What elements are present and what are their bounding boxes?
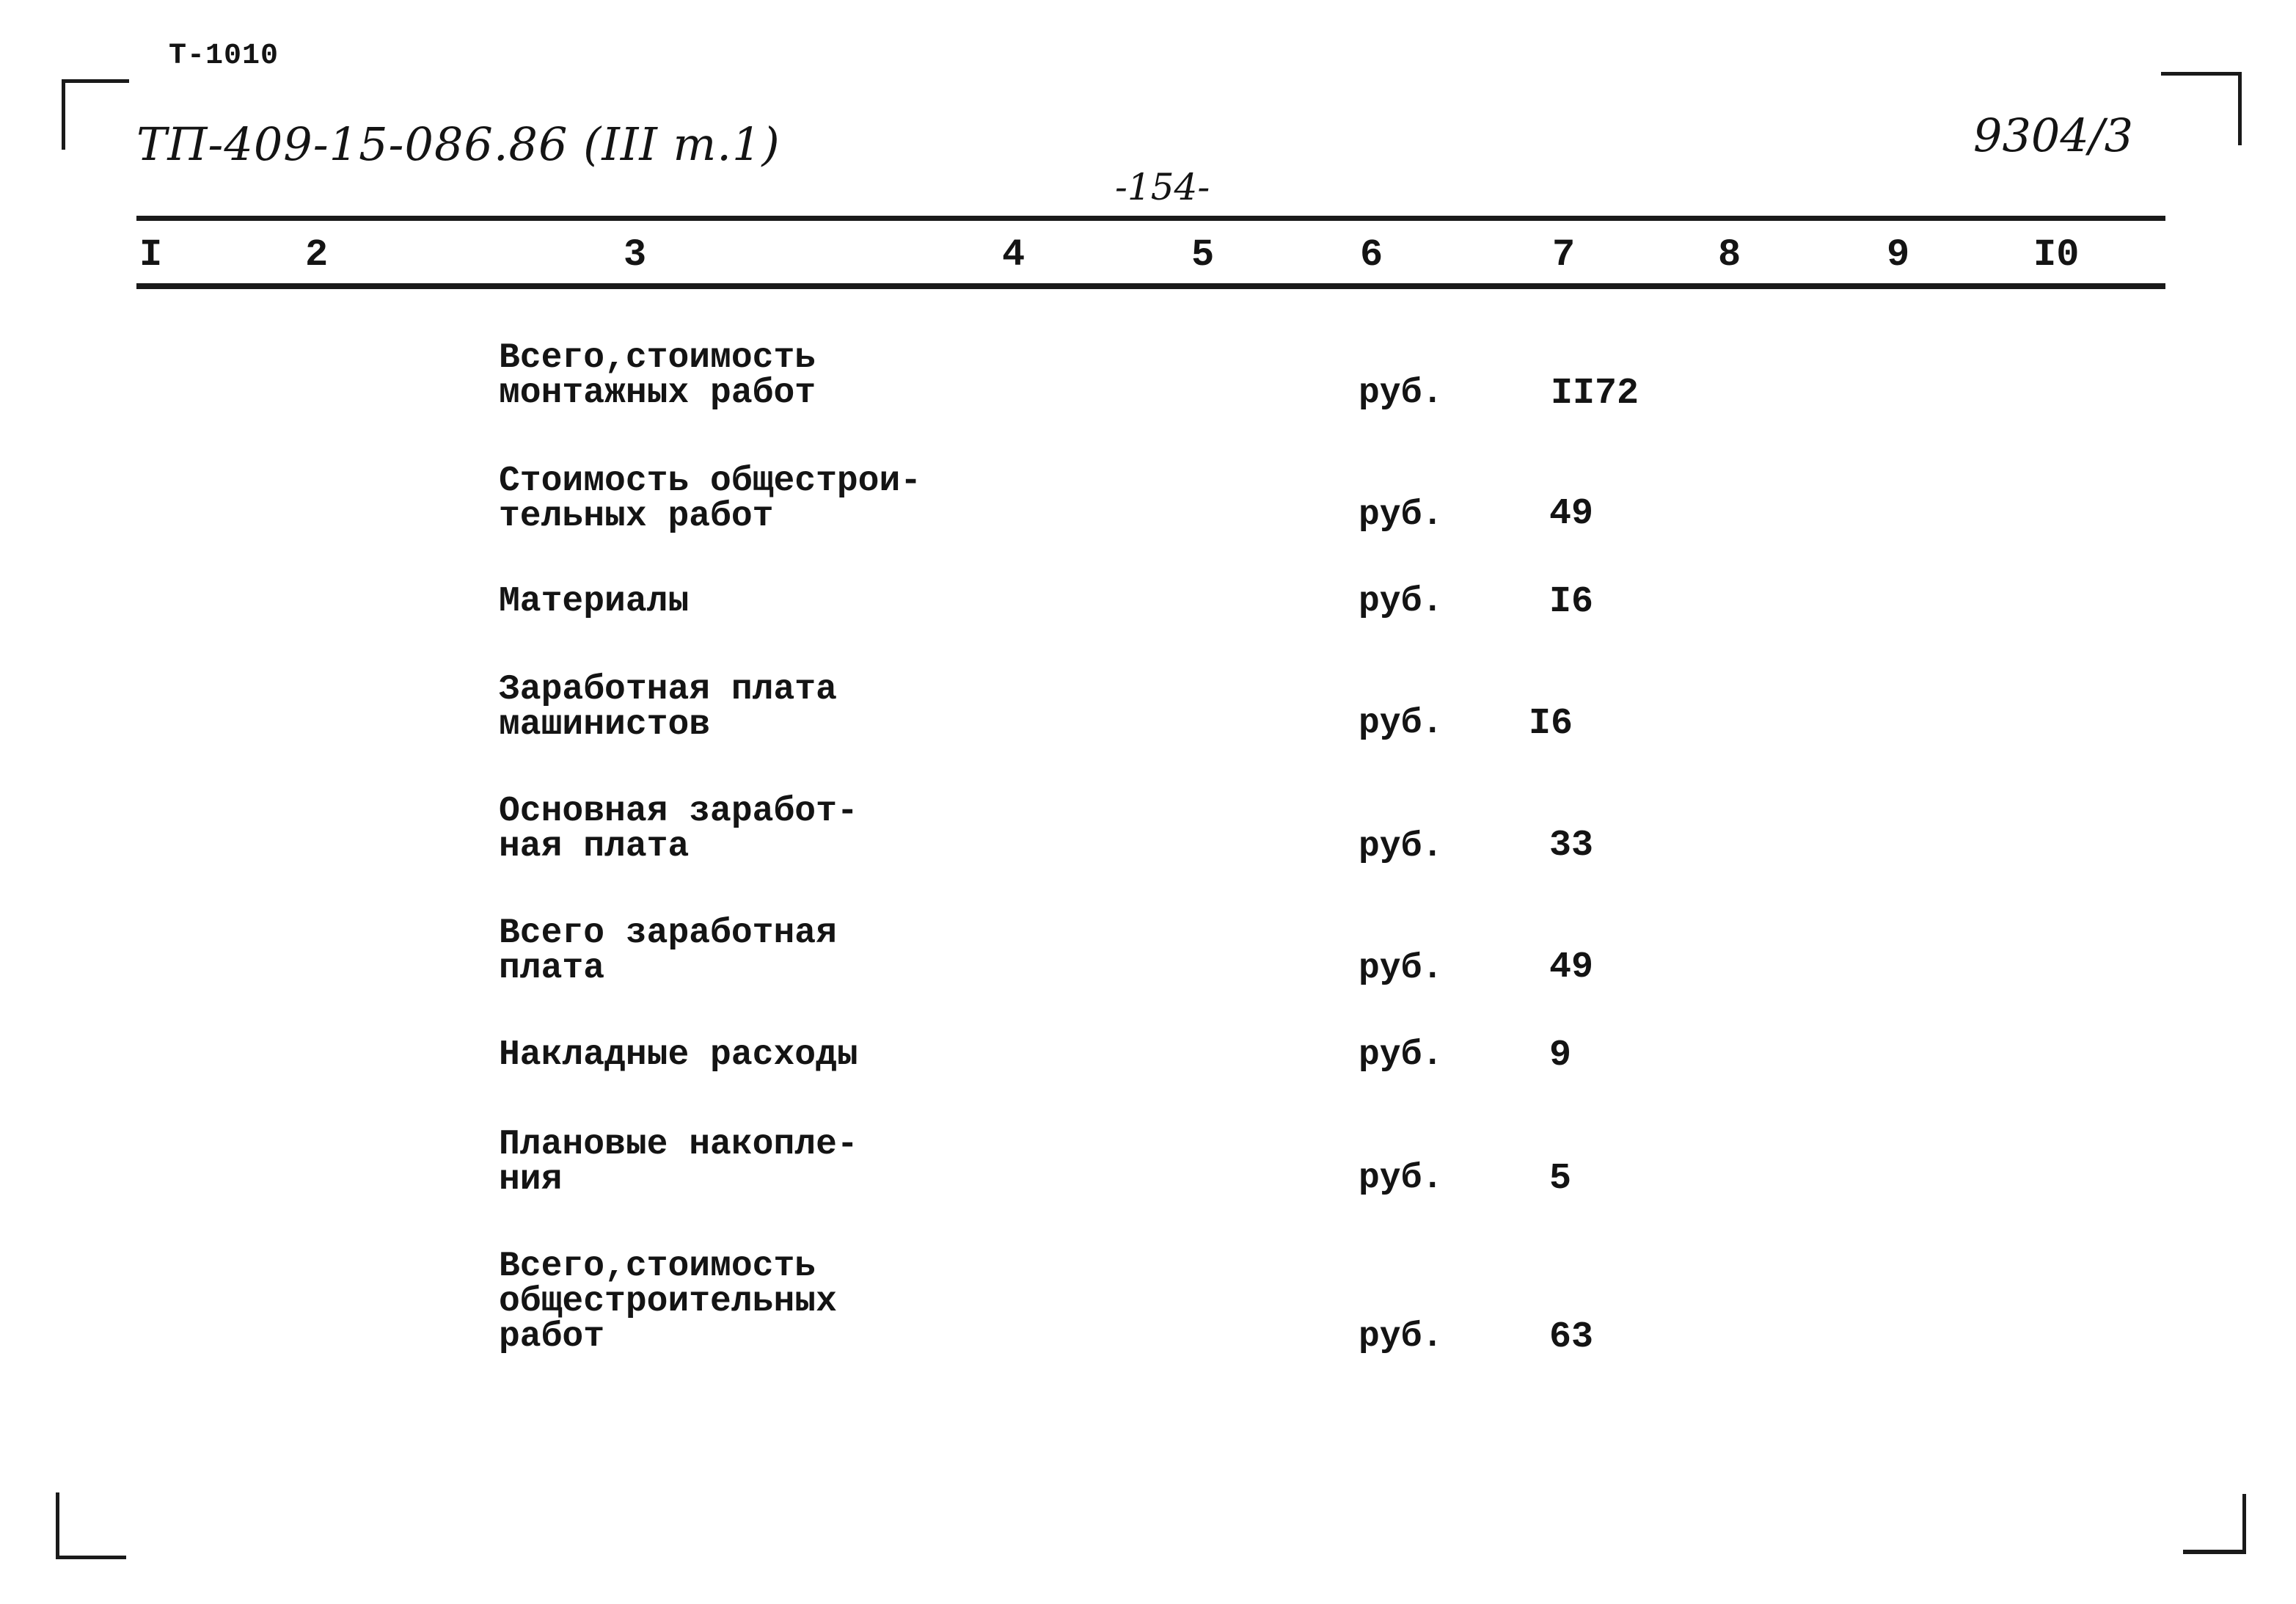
column-header-7: 7	[1552, 233, 1576, 277]
row-value-total-wages: 49	[1549, 947, 1594, 988]
row-label-machinist-wages: Заработная плата машинистов	[499, 670, 837, 745]
corner-mark-bottom-left-v	[56, 1492, 59, 1559]
row-value-planned-savings: 5	[1549, 1158, 1572, 1200]
row-unit-overhead: руб.	[1359, 1035, 1444, 1075]
corner-mark-top-left-h	[62, 79, 129, 83]
corner-mark-bottom-right-h	[2183, 1550, 2246, 1554]
row-unit-basic-wages: руб.	[1359, 827, 1444, 867]
project-code: ТП-409-15-086.86 (III т.1)	[136, 117, 780, 171]
row-unit-machinist-wages: руб.	[1359, 704, 1444, 743]
page-number: -154-	[1115, 166, 1210, 208]
document-code: Т-1010	[169, 40, 279, 73]
corner-mark-top-right-h	[2161, 72, 2242, 76]
row-label-total-general-construction: Всего,стоимость общестроительных работ	[499, 1247, 837, 1357]
row-value-total-installation: II72	[1551, 373, 1639, 415]
table-header-top-rule	[136, 216, 2165, 221]
row-value-overhead: 9	[1549, 1035, 1572, 1076]
corner-mark-bottom-left-h	[56, 1556, 126, 1559]
row-label-basic-wages: Основная заработ- ная плата	[499, 792, 858, 867]
row-value-materials: I6	[1549, 581, 1594, 623]
row-unit-total-wages: руб.	[1359, 949, 1444, 988]
corner-mark-top-left-v	[62, 79, 65, 150]
column-header-3: 3	[624, 233, 647, 277]
column-header-6: 6	[1360, 233, 1383, 277]
column-header-10: I0	[2033, 233, 2080, 277]
row-value-basic-wages: 33	[1549, 825, 1594, 867]
sheet-code: 9304/3	[1973, 109, 2134, 162]
row-value-machinist-wages: I6	[1529, 703, 1573, 745]
row-label-total-installation: Всего,стоимость монтажных работ	[499, 338, 816, 413]
column-header-9: 9	[1887, 233, 1910, 277]
row-unit-total-general-construction: руб.	[1359, 1317, 1444, 1357]
row-value-total-general-construction: 63	[1549, 1316, 1594, 1358]
table-header-bottom-rule	[136, 283, 2165, 289]
column-header-5: 5	[1191, 233, 1215, 277]
corner-mark-top-right-v	[2238, 72, 2242, 145]
row-label-planned-savings: Плановые накопле- ния	[499, 1125, 858, 1200]
column-header-2: 2	[305, 233, 329, 277]
row-unit-materials: руб.	[1359, 582, 1444, 621]
row-label-materials: Материалы	[499, 582, 690, 621]
row-label-overhead: Накладные расходы	[499, 1035, 858, 1075]
row-unit-general-construction-cost: руб.	[1359, 495, 1444, 535]
row-unit-planned-savings: руб.	[1359, 1159, 1444, 1198]
row-label-total-wages: Всего заработная плата	[499, 914, 837, 988]
row-label-general-construction-cost: Стоимость общестрои- тельных работ	[499, 462, 922, 536]
column-header-1: I	[139, 233, 163, 277]
corner-mark-bottom-right-v	[2242, 1494, 2246, 1554]
row-unit-total-installation: руб.	[1359, 373, 1444, 413]
column-header-8: 8	[1718, 233, 1741, 277]
row-value-general-construction-cost: 49	[1549, 493, 1594, 535]
column-header-4: 4	[1002, 233, 1025, 277]
